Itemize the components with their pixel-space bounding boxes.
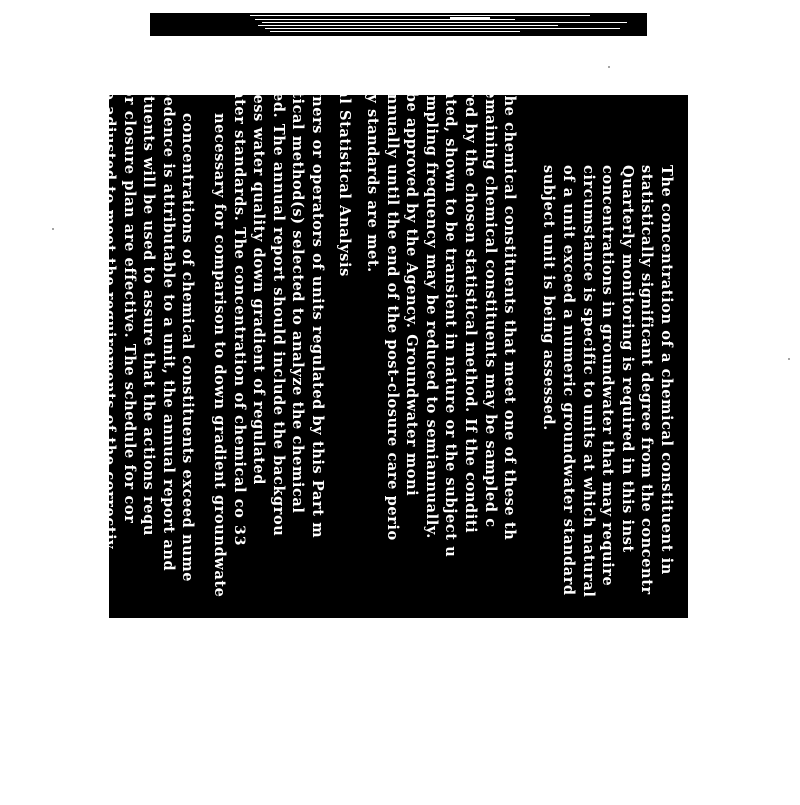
text-line: ollected. The annual report should include the backgrou [269, 43, 287, 537]
page-text [60, 43, 676, 805]
text-line: necessary for comparison to down gradient groundwate [210, 113, 228, 598]
text-line: of a unit exceed a numeric groundwater standard [560, 165, 578, 596]
scanner-header-strip [150, 13, 647, 36]
scan-speck [788, 358, 790, 360]
text-line: concentrations in groundwater that may require [599, 165, 617, 587]
text-line: the sampling frequency may be reduced to semiannually. [422, 43, 440, 539]
text-line: required by the chosen statistical method. If the conditi [462, 43, 480, 534]
text-line: statistically significant degree from the concentr [638, 165, 656, 595]
section-heading-block [335, 43, 355, 805]
paragraph-1 [539, 165, 676, 805]
rotated-page-content [61, 43, 688, 618]
text-line: semiannually until the end of the post-closure care perio [383, 43, 401, 541]
text-line: constituents will be used to assure that the actions requ [140, 43, 158, 537]
text-line: Quarterly monitoring is required in this inst [618, 165, 636, 553]
scan-speck [52, 228, 54, 230]
text-line: All owners or operators of units regulated by this Part m [308, 43, 326, 539]
paragraph-2 [363, 43, 520, 805]
paragraph-3 [209, 43, 327, 805]
scanned-page [61, 43, 688, 618]
text-line: The remaining chemical constituents may be sampled c [481, 43, 499, 528]
page-number: 33 [231, 525, 247, 547]
text-line: unneeded or duplicative efforts. The statistical method u [81, 43, 99, 542]
text-line: undwater standards. The concentration of chemical co [230, 43, 248, 519]
text-line: Only the chemical constituents that meet one of these th [501, 43, 519, 541]
text-line: statistical method(s) selected to analyze the chemical [289, 43, 307, 514]
text-line: subject unit is being assessed. [540, 165, 558, 431]
section-heading: Annual Statistical Analysis [336, 43, 354, 277]
text-line: concentrations of chemical constituents exceed nume [179, 113, 197, 583]
text-line: circumstance is specific to units at which natural [579, 165, 597, 598]
text-line: corrective action or preventive response is likely to be dif [61, 43, 79, 548]
text-line: ill assess water quality down gradient of regulated [250, 43, 268, 485]
text-line: e exceedence is attributable to a unit, the annual report and [159, 43, 177, 572]
text-line: will be adjusted to meet the requirements of the correctiv [100, 43, 118, 550]
text-line: plan or closure plan are effective. The schedule for cor [120, 43, 138, 524]
text-line: quality standards are met. [364, 43, 382, 273]
text-line: must be approved by the Agency. Groundwater moni [403, 43, 421, 497]
text-line: mitigated, shown to be transient in nature or the subject u [442, 43, 460, 558]
scan-speck [608, 66, 610, 68]
paragraph-4 [60, 43, 197, 805]
text-line: The concentration of a chemical constituent in [658, 165, 675, 575]
